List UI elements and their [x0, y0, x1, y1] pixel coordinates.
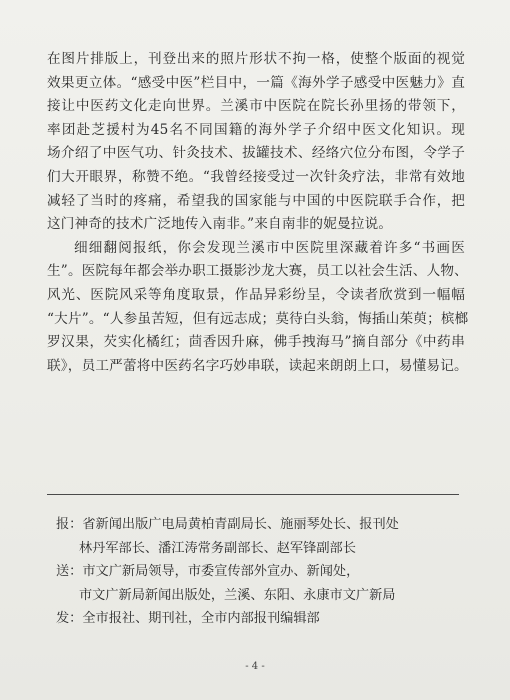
paragraph-line: 们大开眼界，称赞不绝。“我曾经接受过一次针灸疗法，非常有效地 — [47, 168, 465, 185]
paragraph-line: 接让中医药文化走向世界。兰溪市中医院在院长孙里扬的带领下， — [47, 98, 465, 115]
paragraph-line: 风光、医院风采等角度取景，作品异彩纷呈，令读者欣赏到一幅幅 — [47, 286, 465, 303]
send-to-recipients: 市文广新局领导，市委宣传部外宣办、新闻处， — [82, 564, 360, 580]
report-to-line — [56, 513, 476, 537]
page-number: - 4 - — [245, 661, 265, 672]
send-to-label: 送： — [56, 564, 83, 580]
paragraph-line: 联》，员工严蕾将中医药名字巧妙串联，读起来朗朗上口，易懂易记。 — [47, 357, 468, 374]
report-to-line-continued: 林丹军部长、潘江涛常务副部长、赵军锋副部长 — [79, 540, 356, 556]
paragraph-line: 这门神奇的技术广泛地传入南非。”来自南非的妮曼拉说。 — [47, 216, 393, 233]
paragraph-line: 细细翻阅报纸，你会发现兰溪市中医院里深藏着许多“书画医 — [74, 239, 465, 256]
paragraph-line: 效果更立体。“感受中医”栏目中，一篇《海外学子感受中医魅力》直 — [47, 74, 465, 91]
article-body — [47, 48, 469, 378]
issue-to-label: 发： — [56, 611, 83, 627]
paragraph-line: 率团赴芝援村为45名不同国籍的海外学子介绍中医文化知识。现 — [47, 121, 465, 138]
divider-line — [47, 494, 459, 495]
issue-to-recipients: 全市报社、期刊社，全市内部报刊编辑部 — [82, 611, 320, 627]
paragraph-line: “大片”。“人参虽苦短，但有远志成；莫待白头翁，悔插山茱萸；槟榔 — [47, 310, 469, 327]
paragraph-line: 在图片排版上，刊登出来的照片形状不拘一格，使整个版面的视觉 — [47, 51, 465, 67]
report-to-recipients: 省新闻出版广电局黄柏青副局长、施丽琴处长、报刊处 — [82, 517, 399, 532]
paragraph-line: 生”。医院每年都会举办职工摄影沙龙大赛，员工以社会生活、人物、 — [47, 263, 468, 280]
issue-to-line — [56, 607, 476, 631]
send-to-line — [56, 560, 476, 584]
paragraph-line: 罗汉果，芡实化橘红；茴香因升麻，佛手拽海马”摘自部分《中药串 — [47, 334, 465, 351]
paragraph-line: 减轻了当时的疼痛，希望我的国家能与中国的中医院联手合作，把 — [47, 192, 465, 209]
paragraph-line: 场介绍了中医气功、针灸技术、拔罐技术、经络穴位分布图，令学子 — [47, 145, 465, 162]
distribution-list — [56, 513, 476, 631]
report-to-label: 报： — [56, 517, 83, 532]
send-to-line-continued: 市文广新局新闻出版处，兰溪、东阳、永康市文广新局 — [79, 587, 396, 603]
